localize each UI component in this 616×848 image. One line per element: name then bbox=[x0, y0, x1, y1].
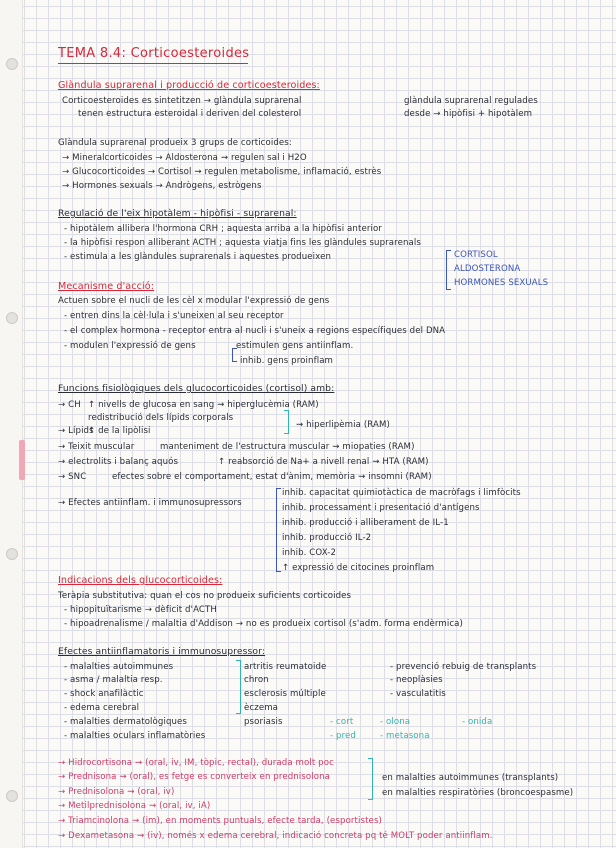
note-line: tenen estructura esteroidal i deriven del colesterol bbox=[78, 109, 302, 119]
note-line: → CH bbox=[58, 400, 81, 410]
note-line: → Glucocorticoides → Cortisol ⇝ regulen metabolisme, inflamació, estrès bbox=[62, 167, 382, 177]
note-line: - olona bbox=[380, 717, 411, 727]
note-line: - malalties dermatològiques bbox=[64, 717, 188, 727]
note-line: ↑ nivells de glucosa en sang ⇝ hiperglucèmia (RAM) bbox=[88, 400, 319, 410]
note-line: - malalties autoimmunes bbox=[64, 662, 174, 672]
note-line: desde → hipòfisi + hipotàlem bbox=[404, 109, 533, 119]
note-line: → Mineralcorticoides → Aldosterona ⇝ regulen sal i H2O bbox=[62, 153, 307, 163]
binder-hole bbox=[6, 58, 18, 70]
note-line: chron bbox=[244, 675, 269, 685]
note-line: - hipopituïtarisme → dèficit d'ACTH bbox=[64, 605, 217, 615]
note-line: → Dexametasona ⇝ (iv), només x edema cerebral, indicació concreta pq té MOLT poder antiinflam. bbox=[58, 831, 493, 841]
note-line: efectes sobre el comportament, estat d'ànim, memòria ⇝ insomni (RAM) bbox=[112, 472, 432, 482]
note-line: Efectes antiinflamatoris i immunosupressor: bbox=[58, 646, 266, 657]
binder-hole bbox=[6, 548, 18, 560]
note-line: Actuen sobre el nucli de les cèl x modular l'expressió de gens bbox=[58, 296, 330, 306]
note-line: inhib. producció IL-2 bbox=[282, 533, 372, 543]
page-margin bbox=[0, 0, 23, 848]
binder-hole bbox=[6, 790, 18, 802]
note-line: → Hormones sexuals → Andrògens, estrògens bbox=[62, 181, 262, 191]
note-line: → Efectes antiinflam. i immunosupressors bbox=[58, 498, 242, 508]
note-line: - metasona bbox=[380, 731, 430, 741]
note-line: èczema bbox=[244, 703, 279, 713]
note-line: Teràpia substitutiva: quan el cos no produeix suficients corticoides bbox=[58, 591, 352, 601]
note-line: en malalties respiratòries (broncoespasme) bbox=[382, 788, 574, 798]
note-line: - la hipòfisi respon alliberant ACTH ; aquesta viatja fins les glàndules suprarenals bbox=[64, 238, 421, 248]
note-line: - vasculatitis bbox=[390, 689, 446, 699]
note-line: - shock anafilàctic bbox=[64, 689, 144, 699]
note-line: Glàndula suprarenal produeix 3 grups de corticoides: bbox=[58, 138, 292, 148]
note-line: manteniment de l'estructura muscular ⇝ miopaties (RAM) bbox=[160, 442, 415, 452]
note-line: - entren dins la cèl·lula i s'uneixen al seu receptor bbox=[64, 311, 284, 321]
note-line: ↑ de la lipòlisi bbox=[88, 426, 151, 436]
note-line: en malalties autoimmunes (transplants) bbox=[382, 773, 559, 783]
note-line: inhib. capacitat quimiotàctica de macròfags i limfòcits bbox=[282, 488, 521, 498]
note-line: → Metilprednisolona ⇝ (oral, iv, iA) bbox=[58, 801, 211, 811]
page-title: TEMA 8.4: Corticoesteroides bbox=[58, 46, 250, 61]
note-line: CORTISOL bbox=[454, 250, 498, 260]
title-underline bbox=[58, 63, 248, 64]
note-line: - neoplàsies bbox=[390, 675, 443, 685]
note-line: - el complex hormona - receptor entra al nucli i s'uneix a regions específiques del DNA bbox=[64, 326, 446, 336]
hormones-brace bbox=[446, 250, 451, 290]
note-line: artritis reumatoide bbox=[244, 662, 327, 672]
note-line: - modulen l'expressió de gens bbox=[64, 341, 196, 351]
note-line: - hipoadrenalisme / malaltia d'Addison → no es produeix cortisol (s'adm. forma endèrmica) bbox=[64, 619, 463, 629]
lipids-brace bbox=[284, 410, 289, 434]
note-line: - edema cerebral bbox=[64, 703, 140, 713]
note-line: HORMONES SEXUALS bbox=[454, 278, 549, 288]
note-line: → Teixit muscular bbox=[58, 442, 135, 452]
note-line: estimulen gens antiinflam. bbox=[236, 341, 354, 351]
note-line: - asma / malaltia resp. bbox=[64, 675, 163, 685]
note-line: redistribució dels lípids corporals bbox=[88, 413, 234, 423]
note-line: - prevenció rebuig de transplants bbox=[390, 662, 537, 672]
note-line: inhib. gens proinflam bbox=[240, 356, 334, 366]
note-line: inhib. processament i presentació d'antígens bbox=[282, 503, 480, 513]
note-line: ↑ reabsorció de Na+ a nivell renal ⇝ HTA (RAM) bbox=[218, 457, 429, 467]
autoimmune-brace bbox=[236, 660, 241, 714]
note-line: → Hidrocortisona ⇝ (oral, iv, IM, tòpic, rectal), durada molt poc bbox=[58, 758, 334, 768]
notebook-brand-mark bbox=[19, 440, 25, 480]
note-line: Indicacions dels glucocorticoides: bbox=[58, 575, 223, 586]
note-line: Funcions fisiològiques dels glucocorticoides (cortisol) amb: bbox=[58, 383, 335, 394]
note-line: - onida bbox=[462, 717, 493, 727]
note-line: glàndula suprarenal regulades bbox=[404, 96, 538, 106]
note-line: → Lípids bbox=[58, 426, 94, 436]
note-line: → electrolits i balanç aquós bbox=[58, 457, 179, 467]
note-line: → Triamcinolona ⇝ (im), en moments puntuals, efecte tarda, (esportistes) bbox=[58, 816, 382, 826]
note-line: inhib. COX-2 bbox=[282, 548, 337, 558]
note-line: → SNC bbox=[58, 472, 87, 482]
note-line: Glàndula suprarenal i producció de corticoesteroides: bbox=[58, 80, 320, 91]
note-line: ↑ expressió de citocines proinflam bbox=[282, 563, 435, 573]
binder-hole bbox=[6, 312, 18, 324]
note-line: inhib. producció i alliberament de IL-1 bbox=[282, 518, 449, 528]
note-line: - cort bbox=[330, 717, 354, 727]
note-line: - malalties oculars inflamatòries bbox=[64, 731, 206, 741]
note-line: → Prednisolona ⇝ (oral, iv) bbox=[58, 787, 175, 797]
immuno-brace bbox=[276, 488, 281, 572]
prednisone-brace bbox=[368, 758, 373, 800]
note-line: Corticoesteroides es sintetitzen → glàndula suprarenal bbox=[62, 96, 302, 106]
note-line: esclerosis múltiple bbox=[244, 689, 326, 699]
note-line: - pred bbox=[330, 731, 356, 741]
note-line: psoriasis bbox=[244, 717, 283, 727]
note-line: ⇝ hiperlipèmia (RAM) bbox=[296, 420, 390, 430]
note-line: Regulació de l'eix hipotàlem - hipòfisi - suprarenal: bbox=[58, 208, 297, 219]
note-line: ALDOSTERONA bbox=[454, 264, 521, 274]
note-line: Mecanisme d'acció: bbox=[58, 281, 155, 292]
note-line: - hipotàlem allibera l'hormona CRH ; aquesta arriba a la hipòfisi anterior bbox=[64, 224, 382, 234]
note-line: - estimula a les glàndules suprarenals i aquestes produeixen bbox=[64, 252, 332, 262]
note-line: → Prednisona ⇝ (oral), es fetge es converteix en prednisolona bbox=[58, 772, 330, 782]
